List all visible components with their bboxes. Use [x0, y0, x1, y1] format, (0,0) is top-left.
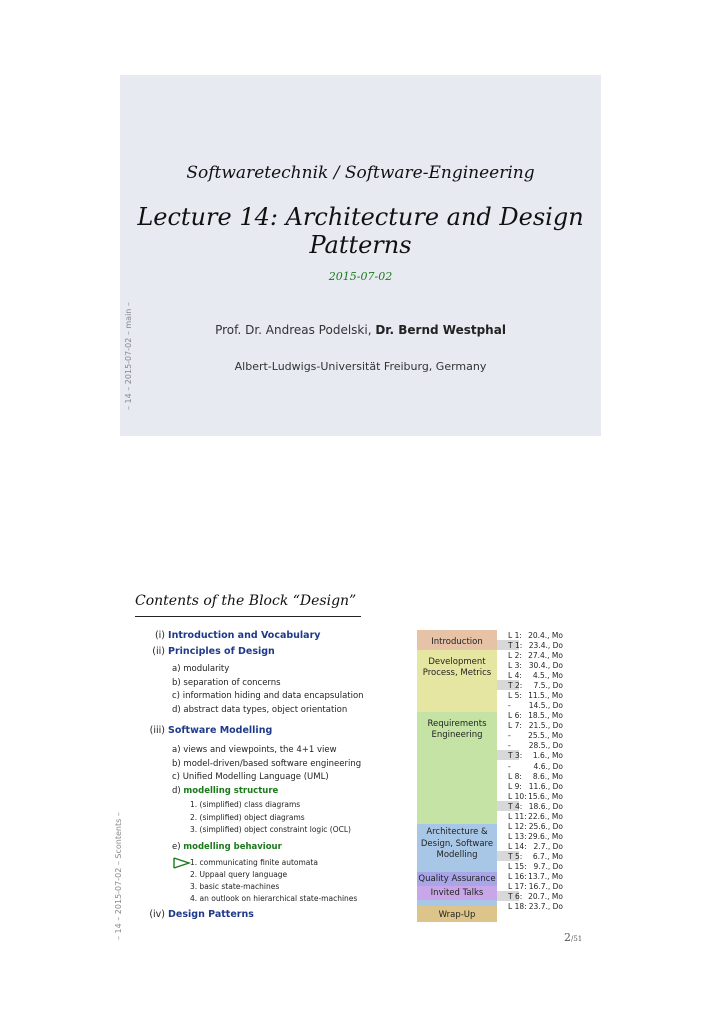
schedule-date: 13.7., Mo	[528, 871, 563, 881]
block-label-development: Development	[428, 657, 486, 667]
schedule-row	[508, 802, 600, 812]
outline-label: modelling structure	[183, 786, 279, 796]
schedule-id: L 12:	[508, 821, 527, 831]
block-label-development-2: Process, Metrics	[422, 668, 492, 678]
page-current: 2	[564, 931, 571, 944]
schedule-date: 23.4., Do	[528, 641, 563, 651]
outline-label: information hiding and data encapsulation	[182, 691, 364, 701]
schedule-date: 14.5., Do	[528, 701, 563, 711]
schedule-id: L 5:	[508, 691, 522, 701]
outline-item	[190, 870, 287, 879]
outline-item	[172, 664, 229, 674]
schedule-date: 18.5., Mo	[528, 711, 563, 721]
schedule-row	[508, 772, 600, 782]
schedule-row	[508, 731, 600, 741]
schedule-date: 20.7., Mo	[528, 892, 563, 902]
schedule-id: -	[508, 731, 511, 741]
outline-item	[190, 894, 357, 903]
contents-slide	[114, 585, 601, 946]
outline-number: b)	[172, 759, 181, 769]
schedule-date: 8.6., Mo	[532, 771, 563, 781]
schedule-id: L 6:	[508, 711, 522, 721]
outline-number: 4.	[190, 894, 198, 903]
schedule-id: L 17:	[508, 882, 527, 891]
outline-item	[190, 800, 300, 809]
outline-label: Uppaal query language	[199, 870, 288, 879]
outline-label: modelling behaviour	[183, 842, 282, 852]
outline-label: Software Modelling	[168, 725, 273, 736]
schedule-date: 22.6., Mo	[528, 811, 563, 821]
schedule-row	[508, 882, 600, 892]
current-topic-arrow-icon	[172, 856, 192, 870]
block-label-invited: Invited Talks	[430, 888, 484, 898]
affiliation: Albert-Ludwigs-Universität Freiburg, Germany	[234, 360, 487, 373]
schedule-id: -	[508, 701, 511, 711]
schedule-id: L 2:	[508, 651, 522, 661]
title-rule	[135, 616, 361, 617]
outline-item	[190, 882, 279, 891]
block-label-architecture-3: Modelling	[436, 850, 478, 860]
schedule-date: 28.5., Do	[528, 741, 563, 751]
outline-item	[190, 825, 351, 834]
outline-label: communicating finite automata	[199, 858, 318, 867]
schedule-row	[508, 681, 600, 691]
schedule-row	[508, 741, 600, 751]
outline-item	[172, 759, 361, 769]
schedule-date: 7.5., Do	[533, 681, 563, 691]
block-label-architecture: Architecture &	[426, 827, 488, 837]
schedule-date: 27.4., Mo	[528, 651, 563, 661]
outline-number: d)	[172, 786, 181, 796]
outline-item	[172, 691, 364, 701]
schedule-id: L 15:	[508, 861, 527, 871]
outline-item	[172, 745, 337, 755]
schedule-date: 15.6., Mo	[528, 791, 563, 801]
schedule-row	[508, 671, 600, 681]
outline-number: (ii)	[152, 646, 165, 657]
schedule-row	[508, 751, 600, 761]
outline-number: d)	[172, 705, 181, 715]
schedule-date: 11.5., Mo	[528, 691, 563, 701]
schedule-row	[508, 842, 600, 852]
outline-number: 1.	[190, 858, 198, 867]
schedule-date: 21.5., Do	[528, 721, 563, 731]
outline-number: a)	[172, 664, 181, 674]
schedule-row	[508, 661, 600, 671]
outline-label: (simplified) class diagrams	[199, 800, 301, 809]
schedule-row	[508, 762, 600, 772]
schedule-date: 30.4., Do	[528, 661, 563, 671]
schedule-date: 11.6., Do	[528, 781, 563, 791]
course-subtitle: Softwaretechnik / Software-Engineering	[186, 163, 535, 183]
page-number	[564, 931, 582, 944]
schedule-date: 6.7., Mo	[532, 851, 563, 861]
schedule-date: 2.7., Do	[533, 841, 563, 851]
schedule-row	[508, 852, 600, 862]
schedule-date: 4.6., Do	[533, 761, 563, 771]
outline-label: separation of concerns	[183, 678, 281, 688]
lecture-date: 2015-07-02	[328, 270, 393, 283]
schedule-date: 25.5., Mo	[528, 731, 563, 741]
outline-number: 3.	[190, 825, 198, 834]
outline-label: Unified Modelling Language (UML)	[182, 772, 329, 782]
lecture-title: Lecture 14: Architecture and Design Patterns	[137, 203, 584, 259]
schedule-date: 25.6., Do	[528, 821, 563, 831]
schedule-date: 23.7., Do	[528, 902, 563, 912]
outline-label: Introduction and Vocabulary	[168, 630, 321, 641]
schedule-date: 4.5., Mo	[532, 671, 563, 681]
block-label-quality: Quality Assurance	[418, 874, 496, 884]
outline-number: c)	[172, 691, 180, 701]
outline-item	[190, 813, 305, 822]
schedule-date: 18.6., Do	[528, 801, 563, 811]
outline-number: (i)	[154, 630, 165, 641]
outline-label: basic state-machines	[199, 882, 280, 891]
outline-number: 2.	[190, 870, 198, 879]
schedule-row	[508, 862, 600, 872]
schedule-row	[508, 701, 600, 711]
outline-item	[133, 725, 272, 736]
outline-label: abstract data types, object orientation	[183, 705, 348, 715]
schedule-row	[508, 711, 600, 721]
schedule-row	[508, 641, 600, 651]
schedule-id: L 7:	[508, 721, 522, 731]
schedule-id: T 2:	[508, 681, 523, 691]
outline-number: a)	[172, 745, 181, 755]
schedule-id: L 11:	[508, 811, 527, 821]
schedule-row	[508, 721, 600, 731]
schedule-id: T 3:	[508, 751, 523, 761]
outline-item	[172, 705, 347, 715]
schedule-row	[508, 792, 600, 802]
outline-item	[190, 858, 318, 867]
slide-title: Contents of the Block “Design”	[135, 593, 357, 609]
schedule-id: L 9:	[508, 781, 522, 791]
schedule-id: L 14:	[508, 841, 527, 851]
schedule-id: L 3:	[508, 661, 522, 671]
outline-number: 3.	[190, 882, 198, 891]
outline-label: an outlook on hierarchical state-machines	[199, 894, 358, 903]
outline-item	[145, 630, 320, 641]
outline-number: c)	[172, 772, 180, 782]
outline-number: b)	[172, 678, 181, 688]
schedule-id: L 4:	[508, 671, 522, 681]
schedule-id: T 4:	[508, 801, 523, 811]
schedule-id: L 16:	[508, 871, 527, 881]
schedule-date: 1.6., Mo	[532, 751, 563, 761]
outline-item	[139, 646, 275, 657]
schedule-date: 29.6., Mo	[528, 831, 563, 841]
author-primary: Prof. Dr. Andreas Podelski,	[215, 323, 376, 337]
outline-item	[172, 772, 329, 782]
schedule-id: T 6:	[508, 892, 523, 902]
authors	[120, 323, 601, 337]
outline-number: 1.	[190, 800, 198, 809]
schedule-id: L 13:	[508, 831, 527, 841]
schedule-id: L 18:	[508, 902, 527, 912]
outline-item	[138, 909, 254, 920]
schedule-row	[508, 782, 600, 792]
schedule-row	[508, 651, 600, 661]
author-secondary: Dr. Bernd Westphal	[375, 323, 506, 337]
schedule-row	[508, 832, 600, 842]
block-label-requirements: Requirements	[427, 719, 487, 729]
outline-number: (iv)	[149, 909, 165, 920]
schedule-id: T 1:	[508, 641, 523, 651]
outline-number: 2.	[190, 813, 198, 822]
schedule-row	[508, 872, 600, 882]
block-label-wrapup: Wrap-Up	[438, 910, 476, 920]
title-slide	[120, 75, 601, 436]
schedule-id: -	[508, 741, 511, 751]
outline-label: views and viewpoints, the 4+1 view	[183, 745, 337, 755]
outline-item	[172, 786, 278, 796]
schedule-id: L 8:	[508, 771, 522, 781]
outline-label: model-driven/based software engineering	[183, 759, 362, 769]
block-label-introduction: Introduction	[431, 637, 483, 647]
block-label-requirements-2: Engineering	[431, 730, 483, 740]
outline-item	[172, 842, 282, 852]
outline-number: e)	[172, 842, 181, 852]
schedule-date: 9.7., Do	[533, 861, 563, 871]
schedule-row	[508, 691, 600, 701]
schedule-row	[508, 902, 600, 912]
schedule-date: 20.4., Mo	[528, 631, 563, 640]
schedule-row	[508, 822, 600, 832]
slide-side-label: – 14 – 2015-07-02 – Scontents –	[114, 812, 123, 940]
schedule-id: L 1:	[508, 631, 522, 640]
schedule-id: L 10:	[508, 791, 527, 801]
outline-label: (simplified) object constraint logic (OCL)	[199, 825, 351, 834]
schedule-id: -	[508, 761, 511, 771]
schedule-date: 16.7., Do	[528, 882, 563, 891]
slide-side-label: – 14 – 2015-07-02 – main –	[124, 302, 133, 410]
outline-label: Principles of Design	[168, 646, 275, 657]
outline-label: modularity	[183, 664, 230, 674]
block-label-architecture-2: Design, Software	[420, 839, 494, 849]
outline-label: (simplified) object diagrams	[199, 813, 305, 822]
outline-item	[172, 678, 281, 688]
schedule-row	[508, 812, 600, 822]
schedule-id: T 5:	[508, 851, 523, 861]
schedule-row	[508, 892, 600, 902]
schedule-row	[508, 631, 600, 641]
outline-label: Design Patterns	[168, 909, 254, 920]
outline-number: (iii)	[149, 725, 165, 736]
page-total: /51	[571, 935, 583, 943]
